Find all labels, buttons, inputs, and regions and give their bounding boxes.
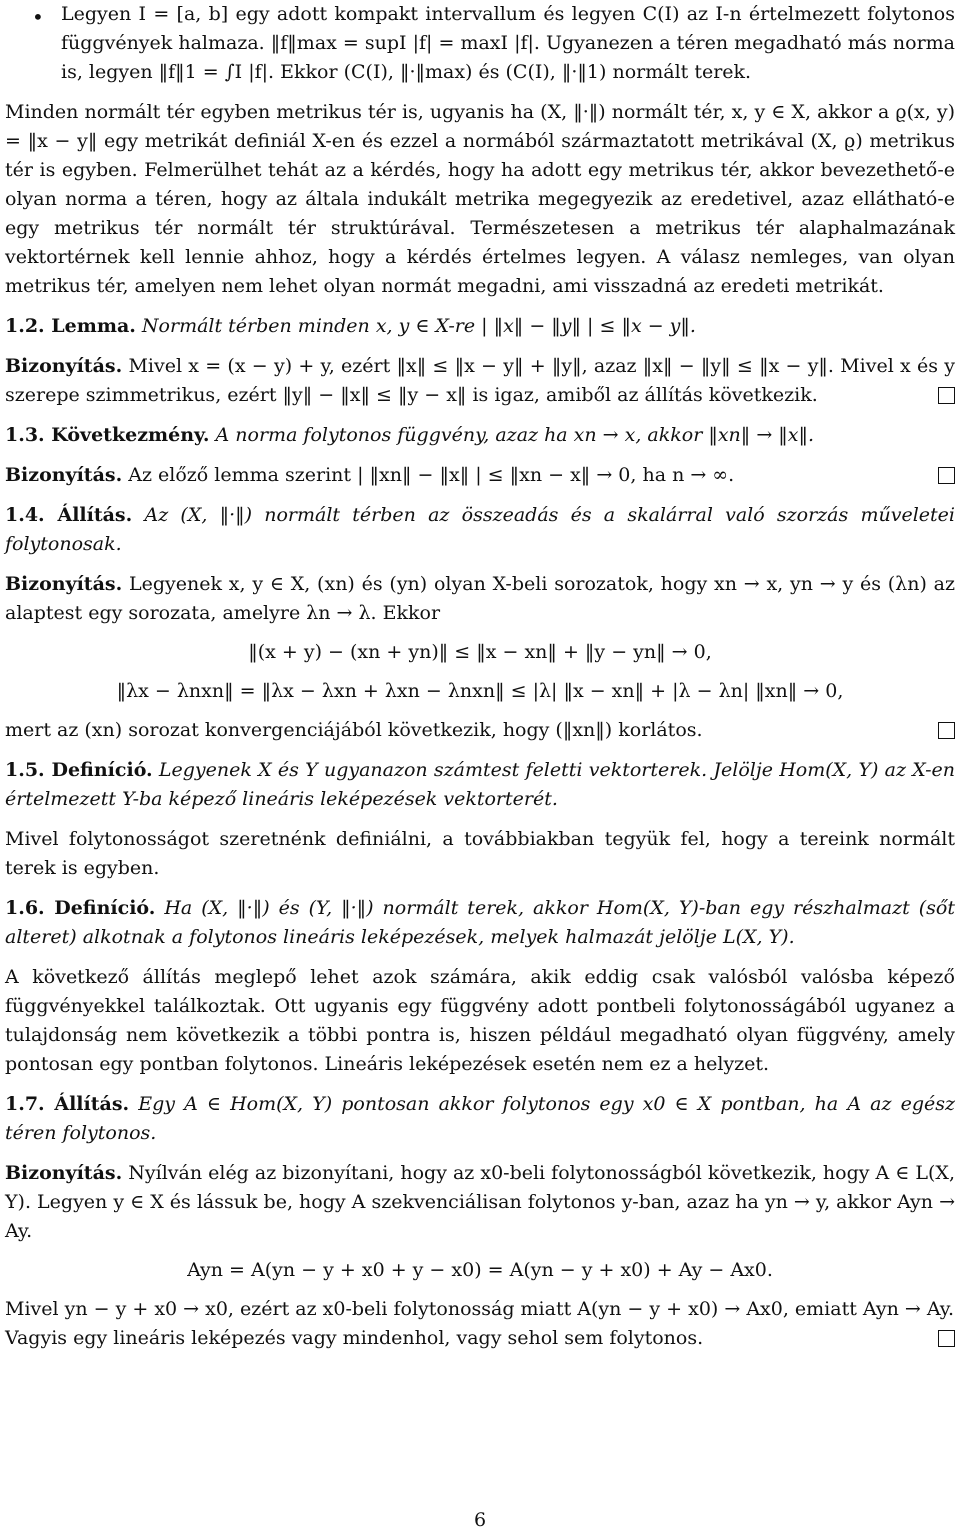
bullet-item: [5, 0, 955, 87]
proof-heading: Bizonyítás.: [5, 1162, 123, 1184]
proof-heading: Bizonyítás.: [5, 355, 123, 377]
definition-1-5: [5, 756, 955, 814]
proof-1-2: [5, 352, 955, 410]
qed-box: [938, 387, 955, 404]
proof-1-4-end: [5, 716, 955, 745]
proof-1-7: [5, 1159, 955, 1246]
proof-1-3: [5, 461, 955, 490]
bullet-marker: •: [32, 5, 44, 29]
equation-linear: Ayn = A(yn − y + x0 + y − x0) = A(yn − y + x0) + Ay − Ax0.: [187, 1259, 773, 1281]
proposition-1-7: [5, 1090, 955, 1148]
proof-text: Mivel x = (x − y) + y, ezért ‖x‖ ≤ ‖x − y‖ + ‖y‖, azaz ‖x‖ − ‖y‖ ≤ ‖x − y‖. Mivel x és y szerepe szimmetrikus, ezért ‖y‖ − ‖x‖ ≤ ‖y − x‖ is igaz, amiből az állítás következik.: [5, 355, 955, 406]
proposition-statement: Az (X, ‖·‖) normált térben az összeadás és a skalárral való szorzás műveletei folytonosak.: [5, 504, 955, 555]
lemma-heading: 1.2. Lemma.: [5, 315, 136, 337]
document-page: [5, 0, 955, 1353]
definition-statement: Ha (X, ‖·‖) és (Y, ‖·‖) normált terek, akkor Hom(X, Y)-ban egy részhalmazt (sőt alteret) alkotnak a folytonos lineáris leképezések, melyek halmazát jelölje L(X, Y).: [5, 897, 955, 948]
definition-1-6: [5, 894, 955, 952]
proof-text: Legyenek x, y ∈ X, (xn) és (yn) olyan X-beli sorozatok, hogy xn → x, yn → y és (λn) az alaptest egy sorozata, amelyre λn → λ. Ekkor: [5, 573, 955, 624]
proposition-statement: Egy A ∈ Hom(X, Y) pontosan akkor folytonos egy x0 ∈ X pontban, ha A az egész téren folytonos.: [5, 1093, 955, 1144]
corollary-1-3: [5, 421, 955, 450]
equation-sum: ‖(x + y) − (xn + yn)‖ ≤ ‖x − xn‖ + ‖y − yn‖ → 0,: [248, 641, 712, 663]
corollary-statement: A norma folytonos függvény, azaz ha xn → x, akkor ‖xn‖ → ‖x‖.: [215, 424, 815, 446]
qed-box: [938, 722, 955, 739]
definition-heading: 1.5. Definíció.: [5, 759, 153, 781]
proposition-heading: 1.7. Állítás.: [5, 1093, 130, 1115]
lemma-1-2: [5, 312, 955, 341]
page-number: 6: [473, 1509, 487, 1531]
proof-text: Mivel yn − y + x0 → x0, ezért az x0-beli folytonosság miatt A(yn − y + x0) → Ax0, emiatt Ayn → Ay.: [5, 1298, 955, 1320]
metric-paragraph: Minden normált tér egyben metrikus tér is, ugyanis ha (X, ‖·‖) normált tér, x, y ∈ X, akkor a ϱ(x, y) = ‖x − y‖ egy metrikát definiál X-en és ezzel a normából származtatott metrikával (X, ϱ) metrikus tér is egyben. Felmerülhet tehát az a kérdés, hogy ha adott egy metrikus tér, akkor bevezethető-e olyan norma a téren, hogy az általa indukált metrika megegyezik az eredetivel, azaz ellátható-e egy metrikus tér normált tér struktúrával. Természetesen a metrikus tér alaphalmazának vektortérnek kell lennie ahhoz, hogy a kérdés értelmes legyen. A válasz nemleges, van olyan metrikus tér, amelyen nem lehet olyan normát megadni, ami visszadná az eredeti metrikát.: [5, 101, 955, 297]
proof-heading: Bizonyítás.: [5, 464, 123, 486]
definition-statement: Legyenek X és Y ugyanazon számtest feletti vektorterek. Jelölje Hom(X, Y) az X-en értelmezett Y-ba képező lineáris leképezések vektorterét.: [5, 759, 955, 810]
proof-heading: Bizonyítás.: [5, 573, 123, 595]
intro-paragraph: Legyen I = [a, b] egy adott kompakt intervallum és legyen C(I) az I-n értelmezett folytonos függvények halmaza. ‖f‖max = supI |f| = maxI |f|. Ugyanezen a téren megadható más norma is, legyen ‖f‖1 = ∫I |f|. Ekkor (C(I), ‖·‖max) és (C(I), ‖·‖1) normált terek.: [61, 3, 955, 83]
surprise-paragraph: A következő állítás meglepő lehet azok számára, akik eddig csak valósból valósba képező függvényekkel találkoztak. Ott ugyanis egy függvény adott pontbeli folytonosságából ugyanez a tulajdonság nem következik a többi pontra is, hiszen például megadható olyan függvény, amely pontosan egy pontban folytonos. Lineáris leképezések esetén nem ez a helyzet.: [5, 966, 955, 1075]
proof-1-4: [5, 570, 955, 628]
equation-scalar: ‖λx − λnxn‖ = ‖λx − λxn + λxn − λnxn‖ ≤ |λ| ‖x − xn‖ + |λ − λn| ‖xn‖ → 0,: [116, 680, 844, 702]
lemma-statement: Normált térben minden x, y ∈ X-re | ‖x‖ − ‖y‖ | ≤ ‖x − y‖.: [141, 315, 696, 337]
proof-text: Nyílván elég az bizonyítani, hogy az x0-beli folytonosságból következik, hogy A ∈ L(X, Y). Legyen y ∈ X és lássuk be, hogy A szekvenciálisan folytonos y-ban, azaz ha yn → y, akkor Ayn → Ay.: [5, 1162, 955, 1242]
qed-box: [938, 1330, 955, 1347]
proposition-1-4: [5, 501, 955, 559]
continuity-paragraph: Mivel folytonosságot szeretnénk definiálni, a továbbiakban tegyük fel, hogy a tereink normált terek is egyben.: [5, 828, 955, 879]
proof-text: Az előző lemma szerint | ‖xn‖ − ‖x‖ | ≤ ‖xn − x‖ → 0, ha n → ∞.: [128, 464, 735, 486]
proof-text: mert az (xn) sorozat konvergenciájából következik, hogy (‖xn‖) korlátos.: [5, 719, 703, 741]
definition-heading: 1.6. Definíció.: [5, 897, 156, 919]
qed-box: [938, 467, 955, 484]
proposition-heading: 1.4. Állítás.: [5, 504, 133, 526]
proof-1-7-end: [5, 1295, 955, 1324]
corollary-heading: 1.3. Következmény.: [5, 424, 210, 446]
conclusion-paragraph: Vagyis egy lineáris leképezés vagy mindenhol, vagy sehol sem folytonos.: [5, 1327, 704, 1349]
